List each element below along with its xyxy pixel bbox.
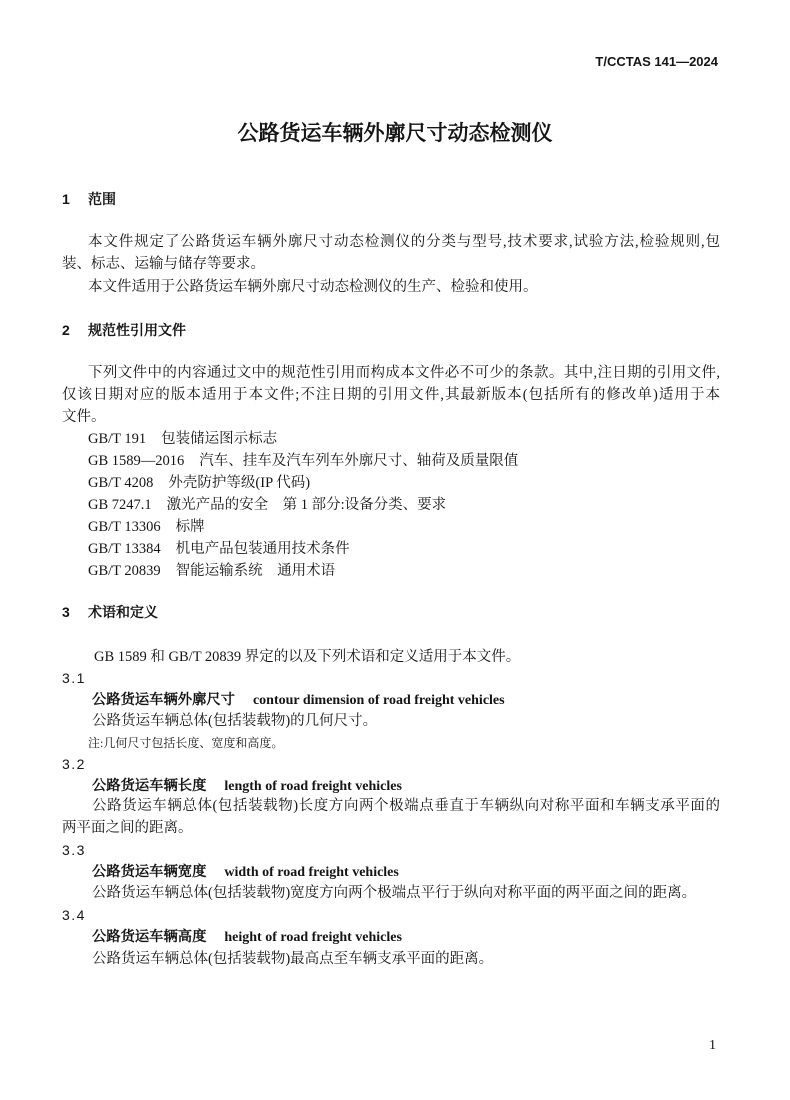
references-intro-line-1: 下列文件中的内容通过文中的规范性引用而构成本文件必不可少的条款。其中,注日期的引用文件, — [88, 365, 720, 381]
section-3-heading: 术语和定义 — [88, 604, 158, 620]
reference-title: 激光产品的安全 第 1 部分:设备分类、要求 — [166, 497, 447, 513]
reference-code: GB/T 13306 — [88, 519, 161, 535]
reference-code: GB/T 20839 — [88, 563, 161, 579]
term-english: width of road freight vehicles — [224, 865, 399, 880]
section-1-heading: 范围 — [88, 191, 116, 207]
term-heading — [92, 862, 399, 883]
term-definition-line-2: 两平面之间的距离。 — [62, 820, 193, 836]
reference-code: GB 1589—2016 — [88, 453, 185, 469]
reference-code: GB/T 191 — [88, 431, 147, 447]
reference-title: 标牌 — [175, 519, 205, 535]
reference-entry — [88, 429, 277, 449]
term-number: 3.3 — [62, 842, 86, 858]
scope-paragraph-1-line-2: 装、标志、运输与储存等要求。 — [62, 256, 265, 272]
term-definition: 公路货运车辆总体(包括装载物)宽度方向两个极端点平行于纵向对称平面的两平面之间的距离。 — [92, 885, 697, 901]
reference-code: GB 7247.1 — [88, 497, 152, 513]
term-chinese: 公路货运车辆长度 — [92, 778, 207, 794]
term-chinese: 公路货运车辆宽度 — [92, 864, 207, 880]
reference-title: 机电产品包装通用技术条件 — [175, 541, 350, 557]
term-number: 3.4 — [62, 907, 86, 923]
reference-code: GB/T 4208 — [88, 475, 154, 491]
references-intro-line-2: 仅该日期对应的版本适用于本文件;不注日期的引用文件,其最新版本(包括所有的修改单)适用于本 — [62, 387, 720, 403]
reference-entry — [88, 539, 350, 559]
section-1-number: 1 — [62, 191, 70, 207]
term-number: 3.2 — [62, 756, 86, 772]
terms-intro: GB 1589 和 GB/T 20839 界定的以及下列术语和定义适用于本文件。 — [94, 649, 521, 665]
reference-title: 包装储运图示标志 — [161, 431, 278, 447]
reference-entry — [88, 451, 518, 471]
term-heading — [92, 927, 402, 948]
page-number: 1 — [709, 1038, 716, 1053]
scope-paragraph-2-line-1: 本文件适用于公路货运车辆外廓尺寸动态检测仪的生产、检验和使用。 — [88, 279, 538, 295]
term-english: contour dimension of road freight vehicles — [252, 693, 505, 708]
term-definition: 公路货运车辆总体(包括装载物)最高点至车辆支承平面的距离。 — [92, 951, 494, 967]
document-code: T/CCTAS 141—2024 — [595, 54, 718, 69]
reference-entry — [88, 495, 446, 515]
term-heading — [92, 690, 505, 711]
document-title: 公路货运车辆外廓尺寸动态检测仪 — [237, 122, 553, 145]
section-2-heading: 规范性引用文件 — [88, 322, 186, 338]
reference-title: 外壳防护等级(IP 代码) — [168, 475, 311, 491]
term-note: 注:几何尺寸包括长度、宽度和高度。 — [88, 736, 284, 750]
reference-title: 汽车、挂车及汽车列车外廓尺寸、轴荷及质量限值 — [199, 453, 519, 469]
term-number: 3.1 — [62, 670, 86, 686]
reference-entry — [88, 561, 335, 581]
section-3-number: 3 — [62, 604, 70, 620]
term-chinese: 公路货运车辆外廓尺寸 — [92, 692, 235, 708]
term-definition: 公路货运车辆总体(包括装载物)的几何尺寸。 — [92, 713, 378, 729]
section-2-number: 2 — [62, 322, 70, 338]
references-intro-line-3: 文件。 — [62, 409, 106, 425]
term-definition-line-1: 公路货运车辆总体(包括装载物)长度方向两个极端点垂直于车辆纵向对称平面和车辆支承平面的 — [92, 798, 720, 814]
reference-entry — [88, 473, 310, 493]
reference-title: 智能运输系统 通用术语 — [175, 563, 336, 579]
scope-paragraph-1-line-1: 本文件规定了公路货运车辆外廓尺寸动态检测仪的分类与型号,技术要求,试验方法,检验规则,包 — [88, 234, 720, 250]
reference-code: GB/T 13384 — [88, 541, 161, 557]
reference-entry — [88, 517, 205, 537]
term-english: length of road freight vehicles — [224, 779, 402, 794]
term-heading — [92, 776, 402, 797]
term-chinese: 公路货运车辆高度 — [92, 929, 207, 945]
term-english: height of road freight vehicles — [224, 930, 402, 945]
